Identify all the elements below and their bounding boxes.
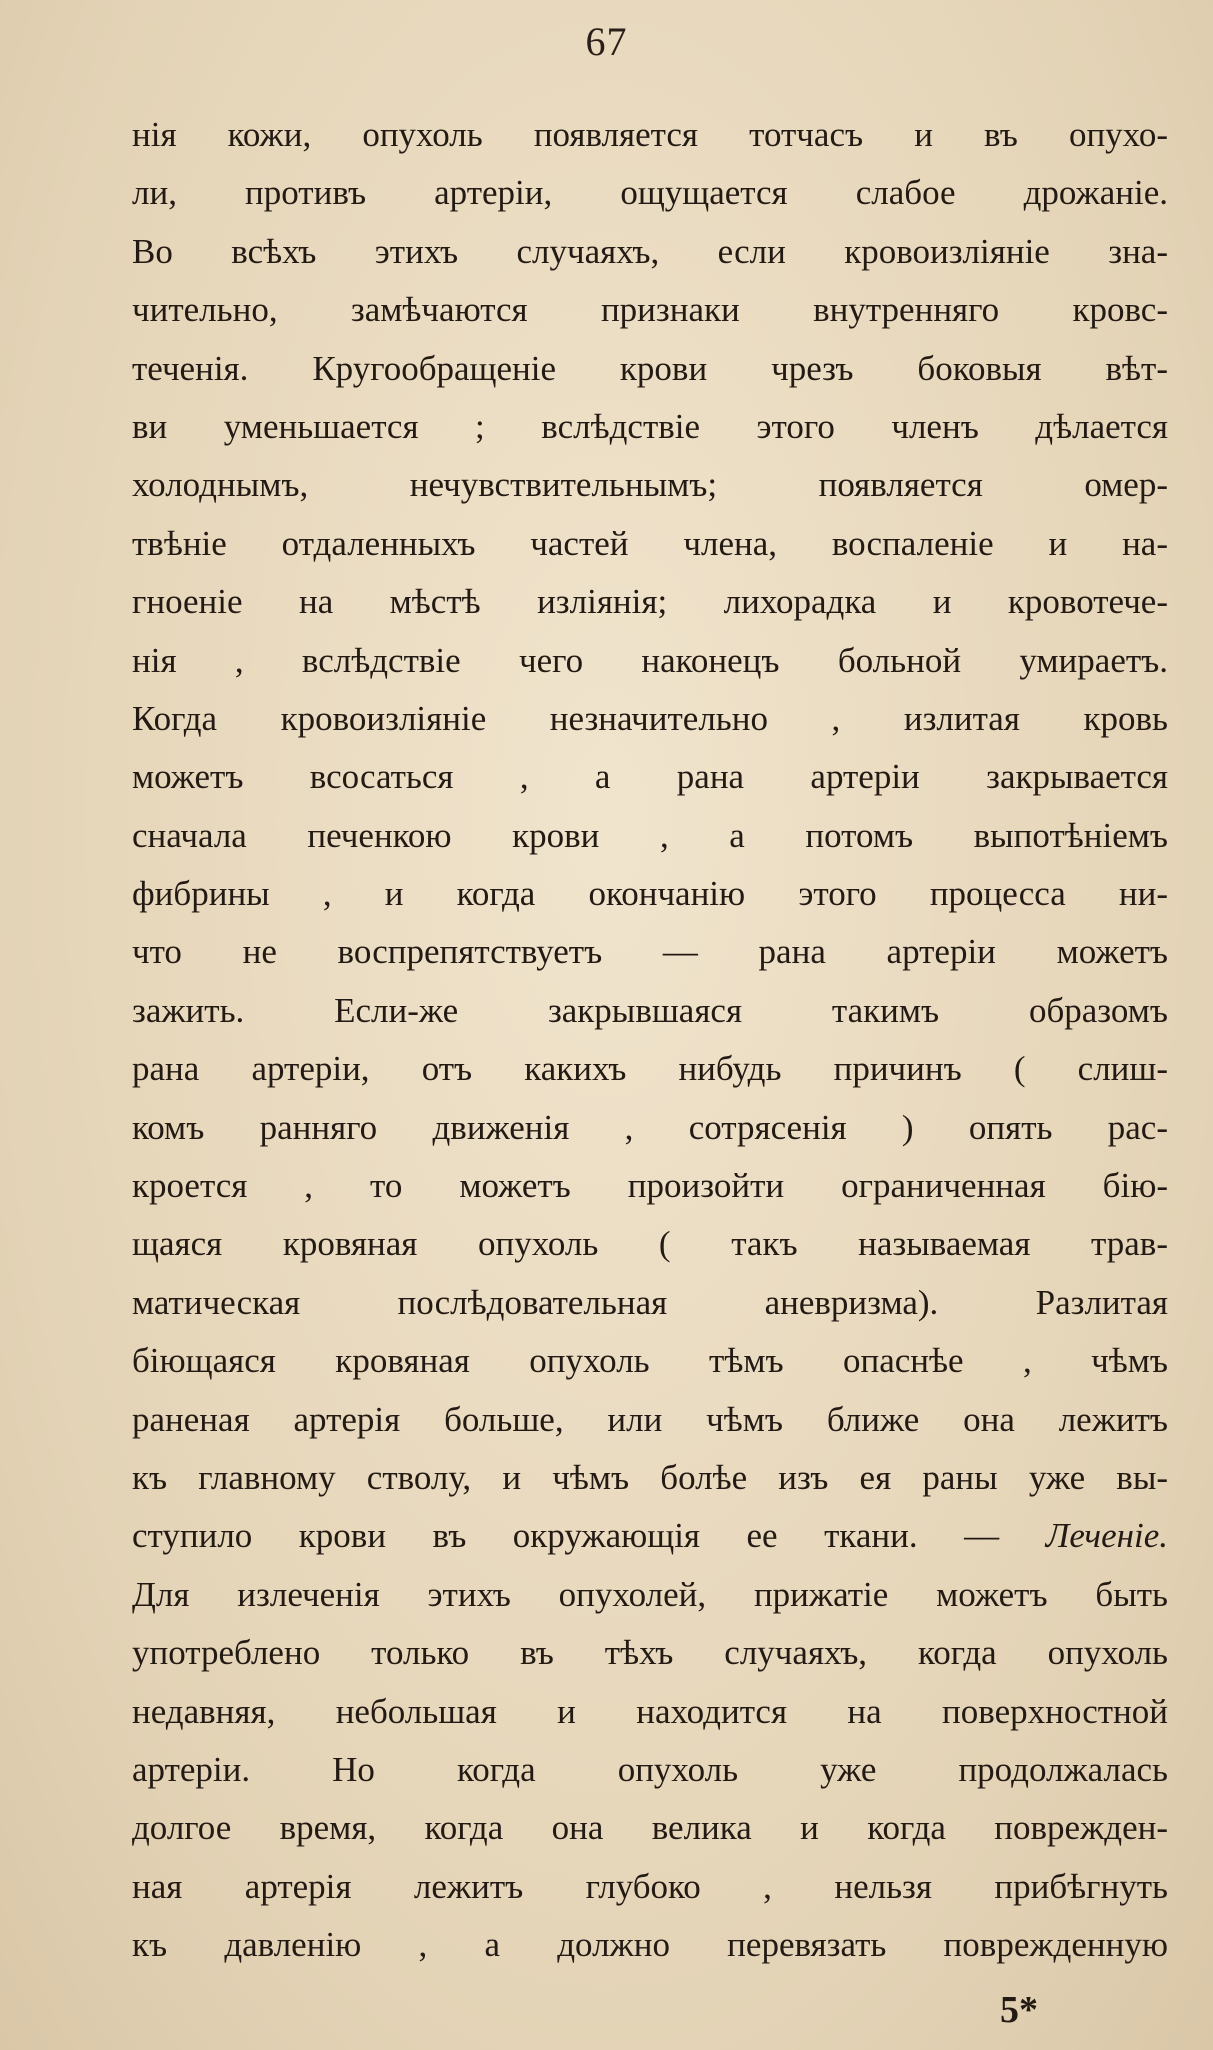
text-line: теченія. Кругообращеніе крови чрезъ боковыя вѣт- [132, 348, 1168, 388]
text-line: фибрины , и когда окончанію этого процесса ни- [132, 874, 1168, 914]
signature-mark: 5* [1000, 1989, 1038, 2031]
text-line: Во всѣхъ этихъ случаяхъ, если кровоизліяніе зна- [132, 231, 1168, 271]
text-line: комъ ранняго движенія , сотрясенія ) опять рас- [132, 1107, 1168, 1147]
section-heading-italic: Леченіе. [1045, 1516, 1168, 1556]
text-line: Когда кровоизліяніе незначительно , излитая кровь [132, 698, 1168, 738]
text-line: твѣніе отдаленныхъ частей члена, воспаленіе и на- [132, 523, 1168, 563]
text-line: ви уменьшается ; вслѣдствіе этого членъ дѣлается [132, 406, 1168, 446]
text-line: сначала печенкою крови , а потомъ выпотѣніемъ [132, 815, 1168, 855]
text-line: холоднымъ, нечувствительнымъ; появляется омер- [132, 465, 1168, 505]
text-line: гноеніе на мѣстѣ изліянія; лихорадка и кровотече- [132, 582, 1168, 622]
text-line: артеріи. Но когда опухоль уже продолжалась [132, 1749, 1168, 1789]
text-line: раненая артерія больше, или чѣмъ ближе она лежитъ [132, 1399, 1168, 1439]
text-line: можетъ всосаться , а рана артеріи закрывается [132, 757, 1168, 797]
text-line: біющаяся кровяная опухоль тѣмъ опаснѣе , чѣмъ [132, 1341, 1168, 1381]
text-line: кроется , то можетъ произойти ограниченная бію- [132, 1166, 1168, 1206]
text-line: щаяся кровяная опухоль ( такъ называемая трав- [132, 1224, 1168, 1264]
text-line: что не воспрепятствуетъ — рана артеріи можетъ [132, 932, 1168, 972]
text-line: чительно, замѣчаются признаки внутренняго кровс- [132, 290, 1168, 330]
text-line-with-heading [132, 1507, 1168, 1565]
text-line: ная артерія лежитъ глубоко , нельзя прибѣгнуть [132, 1866, 1168, 1906]
text-line: зажить. Если-же закрывшаяся такимъ образомъ [132, 990, 1168, 1030]
text-line: употреблено только въ тѣхъ случаяхъ, когда опухоль [132, 1633, 1168, 1673]
text-line: Для излеченія этихъ опухолей, прижатіе можетъ быть [132, 1574, 1168, 1614]
text-line: къ главному стволу, и чѣмъ болѣе изъ ея раны уже вы- [132, 1457, 1168, 1497]
body-text [132, 106, 1168, 1975]
text-line: недавняя, небольшая и находится на поверхностной [132, 1691, 1168, 1731]
text-line: къ давленію , а должно перевязать поврежденную [132, 1925, 1168, 1965]
text-line: долгое время, когда она велика и когда поврежден- [132, 1808, 1168, 1848]
text-line-start: ступило крови въ окружающія ее ткани. — [132, 1516, 1000, 1556]
text-line: нія кожи, опухоль появляется тотчасъ и въ опухо- [132, 115, 1168, 154]
text-line: ли, противъ артеріи, ощущается слабое дрожаніе. [132, 173, 1168, 213]
page-number: 67 [585, 19, 628, 64]
text-line: матическая послѣдовательная аневризма). Разлитая [132, 1282, 1168, 1322]
text-line: рана артеріи, отъ какихъ нибудь причинъ ( слиш- [132, 1049, 1168, 1089]
text-line: нія , вслѣдствіе чего наконецъ больной умираетъ. [132, 640, 1168, 680]
